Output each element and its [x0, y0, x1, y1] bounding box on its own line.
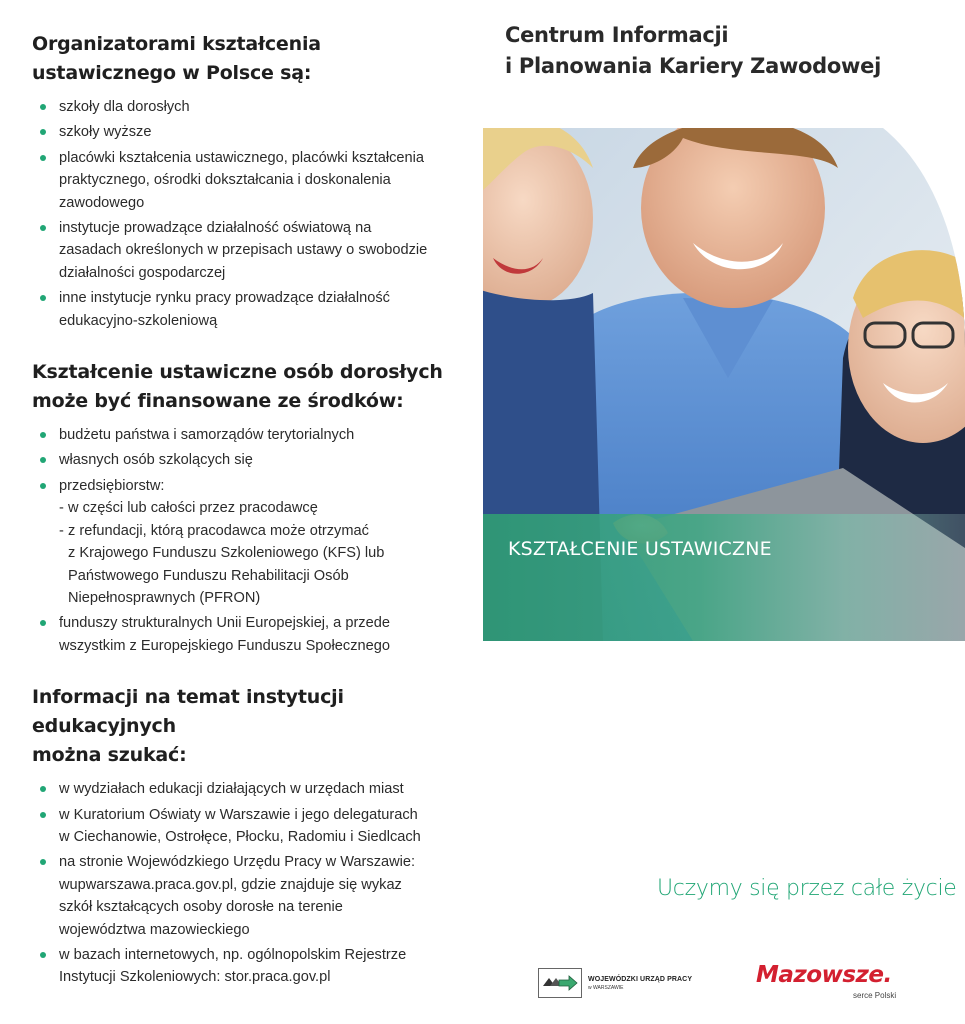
section-3 — [32, 683, 462, 989]
mazowsze-word: Mazowsze. — [756, 962, 892, 988]
title-line-1: Centrum Informacji — [505, 23, 729, 47]
bullet-list — [32, 96, 462, 332]
heading-line: Kształcenie ustawiczne osób dorosłych — [32, 361, 443, 384]
sub-item-text: w części lub całości przez pracodawcę — [68, 500, 318, 517]
item-line: praktycznego, ośrodki dokształcania i doskonalenia — [59, 172, 391, 189]
section-2 — [32, 358, 462, 657]
item-line: w bazach internetowych, np. ogólnopolskim Rejestrze — [59, 946, 407, 963]
list-item — [32, 612, 462, 657]
wup-logo-block — [538, 968, 692, 998]
item-line: na stronie Wojewódzkiego Urzędu Pracy w Warszawie: — [59, 854, 416, 871]
item-line: inne instytucje rynku pracy prowadzące działalność — [59, 290, 390, 307]
dash-marker: - — [59, 522, 64, 539]
sub-item-line: Niepełnosprawnych (PFRON) — [68, 589, 261, 606]
sub-item — [59, 520, 462, 610]
brochure-title — [505, 20, 881, 82]
list-item — [32, 217, 462, 284]
list-item — [32, 944, 462, 989]
section-heading — [32, 358, 462, 416]
item-line: wszystkim z Europejskiego Funduszu Społecznego — [59, 637, 390, 654]
item-line: województwa mazowieckiego — [59, 921, 250, 938]
list-item — [32, 851, 462, 941]
title-line-2: i Planowania Kariery Zawodowej — [505, 54, 881, 78]
list-item — [32, 424, 462, 446]
bullet-list — [32, 424, 462, 657]
item-line: szkół kształcących osoby dorosłe na terenie — [59, 899, 343, 916]
item-line: własnych osób szkolących się — [59, 452, 253, 469]
slogan: Uczymy się przez całe życie — [657, 876, 957, 901]
item-line: placówki kształcenia ustawicznego, placówki kształcenia — [59, 149, 425, 166]
item-line: w wydziałach edukacji działających w urzędach miast — [59, 781, 404, 798]
item-line: działalności gospodarczej — [59, 264, 226, 281]
item-line: w Kuratorium Oświaty w Warszawie i jego delegaturach — [59, 806, 418, 823]
list-item — [32, 287, 462, 332]
item-line: zawodowego — [59, 194, 145, 211]
sub-item-line: z Krajowego Funduszu Szkoleniowego (KFS) lub — [68, 545, 385, 562]
item-line: zasadach określonych w przepisach ustawy o swobodzie — [59, 242, 428, 259]
heading-line: Informacji na temat instytucji edukacyjnych — [32, 686, 344, 738]
title-banner — [483, 514, 965, 641]
heading-line: ustawicznego w Polsce są: — [32, 62, 312, 84]
mazowsze-sub: serce Polski — [853, 991, 897, 1000]
list-item — [32, 804, 462, 849]
dash-marker: - — [59, 500, 64, 517]
sub-item-text: z refundacji, którą pracodawca może otrzymać — [68, 522, 369, 539]
item-line: szkoły wyższe — [59, 124, 152, 141]
mazowsze-logo — [756, 962, 916, 1002]
item-line: szkoły dla dorosłych — [59, 99, 190, 115]
list-item — [32, 96, 462, 118]
wup-name: WOJEWÓDZKI URZĄD PRACY — [588, 975, 693, 983]
list-item — [32, 449, 462, 471]
list-item — [32, 778, 462, 800]
list-item — [32, 475, 462, 609]
heading-line: Organizatorami kształcenia — [32, 33, 321, 55]
left-column — [32, 30, 462, 1015]
list-item — [32, 121, 462, 143]
sub-item-line — [59, 497, 462, 519]
heading-line: może być finansowane ze środków: — [32, 390, 404, 413]
section-heading — [32, 683, 462, 770]
item-line: w Ciechanowie, Ostrołęce, Płocku, Radomiu i Siedlcach — [59, 828, 421, 845]
item-line: przedsiębiorstw: — [59, 477, 165, 494]
banner-title: KSZTAŁCENIE USTAWICZNE — [508, 538, 772, 560]
section-1 — [32, 30, 462, 332]
bullet-list — [32, 778, 462, 989]
item-line: Instytucji Szkoleniowych: stor.praca.gov.pl — [59, 969, 331, 986]
wup-sub: w WARSZAWIE — [588, 984, 624, 991]
sub-item-line: Państwowego Funduszu Rehabilitacji Osób — [68, 567, 349, 584]
item-line: funduszy strukturalnych Unii Europejskiej, a przede — [59, 615, 390, 632]
section-heading — [32, 30, 462, 88]
sub-item — [59, 497, 462, 519]
heading-line: można szukać: — [32, 744, 187, 767]
item-line: instytucje prowadzące działalność oświatową na — [59, 220, 372, 237]
wup-logo-icon — [538, 968, 582, 998]
item-line: edukacyjno-szkoleniową — [59, 312, 218, 329]
item-line: wupwarszawa.praca.gov.pl, gdzie znajduje się wykaz — [59, 876, 402, 893]
sub-item-line — [59, 520, 462, 542]
list-item — [32, 147, 462, 214]
cover-photo — [483, 128, 965, 641]
item-line: budżetu państwa i samorządów terytorialnych — [59, 427, 355, 444]
